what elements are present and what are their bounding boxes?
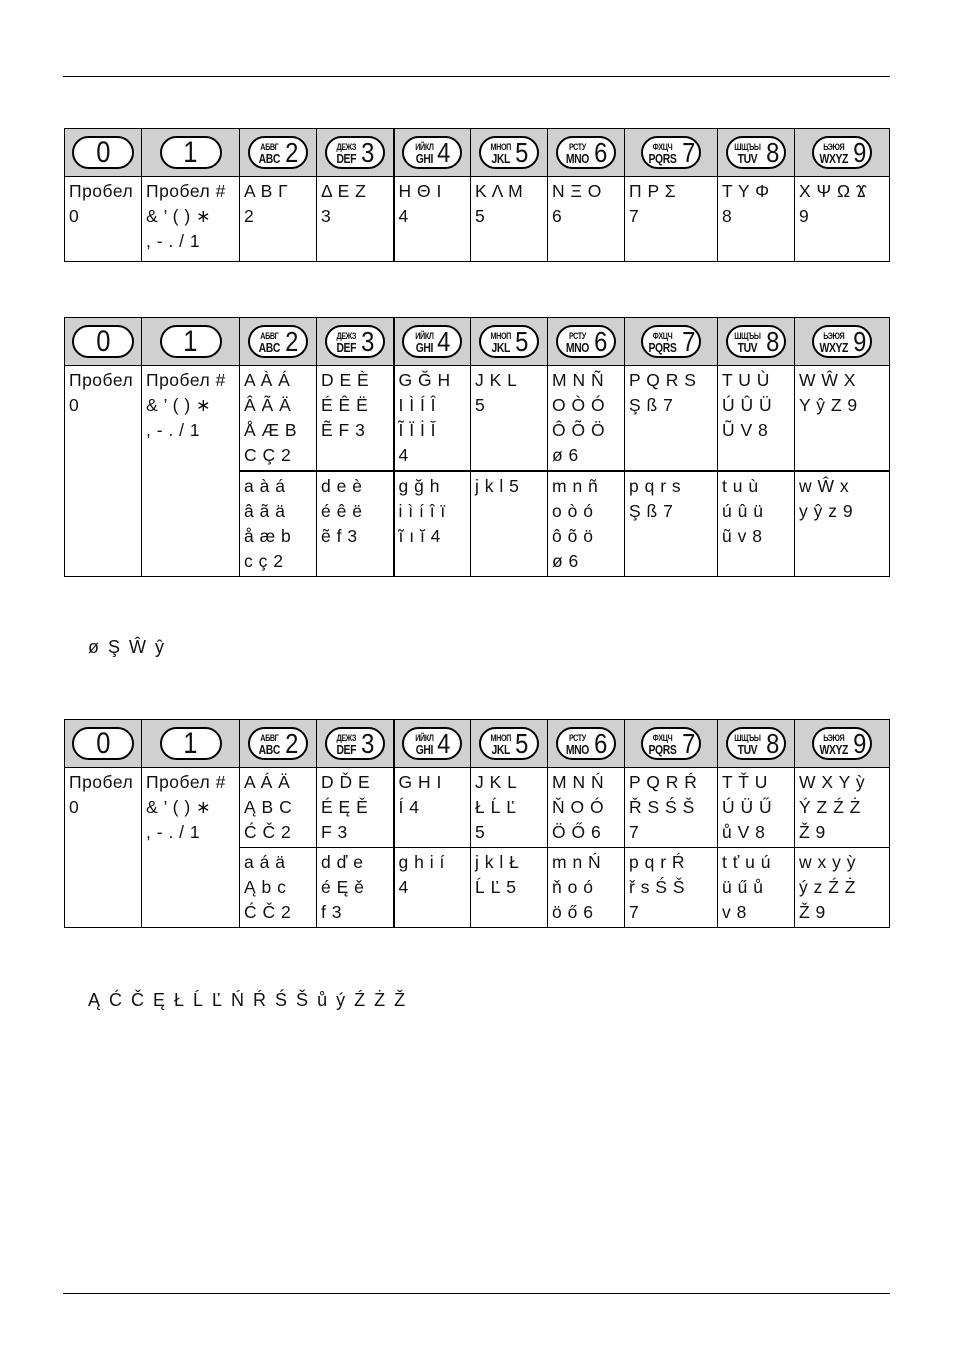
key-digit: 0 [95,324,111,358]
key-6-characters: Ν Ξ Ο 6 [548,177,625,262]
key-7-icon [641,325,701,358]
key-latin-label: MNO [566,741,590,757]
key-8-header [718,720,795,768]
key-4-icon [402,325,462,358]
key-cyrillic-label: МНОП [490,141,511,152]
key-digit: 3 [360,136,375,168]
key-4-header [394,318,471,366]
key-6-header [548,720,625,768]
key-7-icon [641,727,701,760]
key-4-uppercase: G H I Í 4 [394,768,471,848]
key-digit: 6 [594,325,608,357]
key-latin-label: PQRS [648,741,677,757]
key-9-lowercase: w Ŵ x y ŷ z 9 [795,471,890,577]
key-cyrillic-label: ИЙКЛ [414,141,434,152]
key-digit: 2 [285,727,299,759]
key-5-lowercase: j k l Ł Ĺ Ľ 5 [471,848,548,928]
key-4-icon [402,136,462,169]
key-digit: 9 [853,325,867,357]
key-latin-label: DEF [336,150,357,166]
key-latin-label: TUV [737,741,758,757]
key-2-header [240,129,317,177]
key-0-characters: Пробел 0 [65,366,142,577]
key-digit: 0 [95,726,111,760]
key-2-icon [248,727,308,760]
key-digit: 1 [183,324,198,358]
key-digit: 9 [853,136,867,168]
key-cyrillic-label: ДЕЖЗ [336,141,357,152]
key-1-header [142,318,240,366]
bottom-rule [63,1293,890,1294]
key-digit: 5 [515,325,529,357]
key-latin-label: JKL [491,741,510,757]
key-5-icon [479,727,539,760]
key-7-uppercase: P Q R S Ş ß 7 [625,366,718,472]
key-digit: 4 [437,325,451,357]
key-latin-label: ABC [259,741,281,757]
key-latin-label: WXYZ [819,339,848,355]
key-latin-label: ABC [259,150,281,166]
key-latin-label: WXYZ [819,741,848,757]
key-7-header [625,129,718,177]
key-1-characters: Пробел # & ’ ( ) ∗ , - . / 1 [142,366,240,577]
key-header-row [65,129,890,177]
key-6-lowercase: m n Ń ň o ó ö ő 6 [548,848,625,928]
key-5-uppercase: J K L Ł Ĺ Ľ 5 [471,768,548,848]
key-8-icon [726,727,786,760]
key-9-icon [812,136,872,169]
key-0-icon [72,136,134,169]
greek-character-table [64,128,890,262]
key-2-lowercase: a á ä Ą b c Ć Č 2 [240,848,317,928]
key-6-icon [556,325,616,358]
key-5-header [471,318,548,366]
key-3-header [317,318,394,366]
key-0-characters: Пробел 0 [65,768,142,928]
key-3-uppercase: D E È É Ê Ë Ẽ F 3 [317,366,394,472]
key-latin-label: TUV [737,150,758,166]
key-0-header [65,129,142,177]
key-digit: 7 [682,727,696,759]
key-5-header [471,129,548,177]
key-6-uppercase: M N Ń Ň O Ó Ö Ő 6 [548,768,625,848]
key-8-header [718,318,795,366]
key-3-lowercase: d ď e é Ę ě f 3 [317,848,394,928]
key-9-uppercase: W X Y ỳ Ý Z Ź Ż Ž 9 [795,768,890,848]
key-7-icon [641,136,701,169]
key-cyrillic-label: ШЩЪЫ [734,330,761,341]
key-5-icon [479,325,539,358]
key-digit: 1 [183,135,198,169]
key-digit: 3 [360,325,375,357]
key-cyrillic-label: ШЩЪЫ [734,732,761,743]
key-cyrillic-label: МНОП [490,732,511,743]
key-0-characters: Пробел 0 [65,177,142,262]
key-digit: 7 [682,136,696,168]
key-4-header [394,720,471,768]
western-european-character-table [64,317,890,577]
key-4-icon [402,727,462,760]
key-0-header [65,318,142,366]
key-latin-label: DEF [336,339,357,355]
key-1-header [142,720,240,768]
character-row [65,177,890,262]
key-3-characters: Δ Ε Ζ 3 [317,177,394,262]
key-9-icon [812,727,872,760]
key-6-header [548,318,625,366]
key-digit: 7 [682,325,696,357]
key-4-header [394,129,471,177]
key-cyrillic-label: АБВГ [260,141,279,152]
key-5-characters: Κ Λ Μ 5 [471,177,548,262]
key-2-header [240,720,317,768]
top-rule [63,76,890,77]
key-digit: 3 [360,727,375,759]
key-1-icon [160,136,222,169]
key-1-header [142,129,240,177]
key-cyrillic-label: ЬЭЮЯ [823,732,845,743]
key-2-lowercase: a à á â ã ä å æ b c ç 2 [240,471,317,577]
key-digit: 4 [437,136,451,168]
key-cyrillic-label: ИЙКЛ [414,732,434,743]
key-0-icon [72,325,134,358]
key-7-lowercase: p q r s Ş ß 7 [625,471,718,577]
key-cyrillic-label: АБВГ [260,330,279,341]
key-cyrillic-label: ШЩЪЫ [734,141,761,152]
key-8-header [718,129,795,177]
key-9-uppercase: W Ŵ X Y ŷ Z 9 [795,366,890,472]
key-cyrillic-label: РСТУ [569,141,587,152]
key-9-header [795,129,890,177]
key-digit: 4 [437,727,451,759]
key-3-header [317,720,394,768]
key-latin-label: MNO [566,339,590,355]
key-2-uppercase: A À Á Â Ã Ä Å Æ B C Ç 2 [240,366,317,472]
key-latin-label: JKL [491,339,510,355]
key-3-icon [325,727,385,760]
key-digit: 5 [515,727,529,759]
key-9-lowercase: w x y ỳ ý z Ź Ż Ž 9 [795,848,890,928]
key-0-icon [72,727,134,760]
key-latin-label: MNO [566,150,590,166]
key-1-icon [160,325,222,358]
key-5-icon [479,136,539,169]
key-latin-label: ABC [259,339,281,355]
key-cyrillic-label: ДЕЖЗ [336,732,357,743]
key-7-characters: Π Ρ Σ 7 [625,177,718,262]
key-cyrillic-label: ИЙКЛ [414,330,434,341]
key-4-characters: Η Θ Ι 4 [394,177,471,262]
special-characters-note: ø Ş Ŵ ŷ [88,637,166,657]
key-3-icon [325,136,385,169]
uppercase-row [65,366,890,472]
key-latin-label: WXYZ [819,150,848,166]
key-digit: 6 [594,136,608,168]
key-cyrillic-label: ФХЦЧ [652,141,673,152]
key-latin-label: JKL [491,150,510,166]
key-digit: 2 [285,325,299,357]
key-7-uppercase: P Q R Ŕ Ř S Ś Š 7 [625,768,718,848]
key-digit: 8 [766,325,780,357]
key-8-icon [726,136,786,169]
key-8-lowercase: t ť u ú ü ű ů v 8 [718,848,795,928]
key-6-lowercase: m n ñ o ò ó ô õ ö ø 6 [548,471,625,577]
key-latin-label: GHI [415,339,433,355]
key-latin-label: PQRS [648,150,677,166]
key-4-lowercase: g h i í 4 [394,848,471,928]
key-2-characters: Α Β Γ 2 [240,177,317,262]
key-8-icon [726,325,786,358]
key-2-header [240,318,317,366]
key-cyrillic-label: МНОП [490,330,511,341]
key-9-characters: Χ Ψ Ω Ϫ 9 [795,177,890,262]
key-4-uppercase: G Ğ H I Ì Í Î Ĩ Ï İ Ĭ 4 [394,366,471,472]
key-digit: 8 [766,727,780,759]
key-digit: 8 [766,136,780,168]
key-digit: 9 [853,727,867,759]
central-european-character-table [64,719,890,928]
key-latin-label: DEF [336,741,357,757]
key-1-characters: Пробел # & ’ ( ) ∗ , - . / 1 [142,177,240,262]
key-5-uppercase: J K L 5 [471,366,548,472]
key-3-header [317,129,394,177]
key-cyrillic-label: РСТУ [569,732,587,743]
key-2-icon [248,136,308,169]
key-digit: 5 [515,136,529,168]
key-8-uppercase: T U Ù Ú Û Ü Ũ V 8 [718,366,795,472]
key-6-icon [556,136,616,169]
key-cyrillic-label: АБВГ [260,732,279,743]
key-cyrillic-label: ДЕЖЗ [336,330,357,341]
key-8-uppercase: T Ť U Ú Ü Ű ů V 8 [718,768,795,848]
key-digit: 2 [285,136,299,168]
key-cyrillic-label: ФХЦЧ [652,732,673,743]
key-2-icon [248,325,308,358]
key-header-row [65,720,890,768]
key-digit: 1 [183,726,198,760]
key-latin-label: PQRS [648,339,677,355]
key-digit: 0 [95,135,111,169]
key-latin-label: TUV [737,339,758,355]
key-cyrillic-label: ФХЦЧ [652,330,673,341]
key-7-header [625,720,718,768]
key-5-header [471,720,548,768]
key-7-lowercase: p q r Ŕ ř s Ś Š 7 [625,848,718,928]
key-9-icon [812,325,872,358]
key-digit: 6 [594,727,608,759]
special-characters-note: Ą Ć Č Ę Ł Ĺ Ľ Ń Ŕ Ś Š ů ý Ź Ż Ž [88,990,408,1010]
key-7-header [625,318,718,366]
key-9-header [795,720,890,768]
key-5-lowercase: j k l 5 [471,471,548,577]
key-header-row [65,318,890,366]
key-3-icon [325,325,385,358]
key-9-header [795,318,890,366]
key-8-lowercase: t u ù ú û ü ũ v 8 [718,471,795,577]
uppercase-row [65,768,890,848]
key-2-uppercase: A Á Ä Ą B C Ć Č 2 [240,768,317,848]
key-cyrillic-label: РСТУ [569,330,587,341]
key-3-uppercase: D Ď E É Ę Ě F 3 [317,768,394,848]
key-cyrillic-label: ЬЭЮЯ [823,141,845,152]
key-1-icon [160,727,222,760]
key-8-characters: Τ Υ Φ 8 [718,177,795,262]
key-3-lowercase: d e è é ê ë ẽ f 3 [317,471,394,577]
key-cyrillic-label: ЬЭЮЯ [823,330,845,341]
key-latin-label: GHI [415,150,433,166]
key-1-characters: Пробел # & ’ ( ) ∗ , - . / 1 [142,768,240,928]
key-4-lowercase: g ğ h i ì í î ï ĩ ı ĭ 4 [394,471,471,577]
key-latin-label: GHI [415,741,433,757]
key-6-header [548,129,625,177]
key-6-uppercase: M N Ñ O Ò Ó Ô Õ Ö ø 6 [548,366,625,472]
key-6-icon [556,727,616,760]
key-0-header [65,720,142,768]
